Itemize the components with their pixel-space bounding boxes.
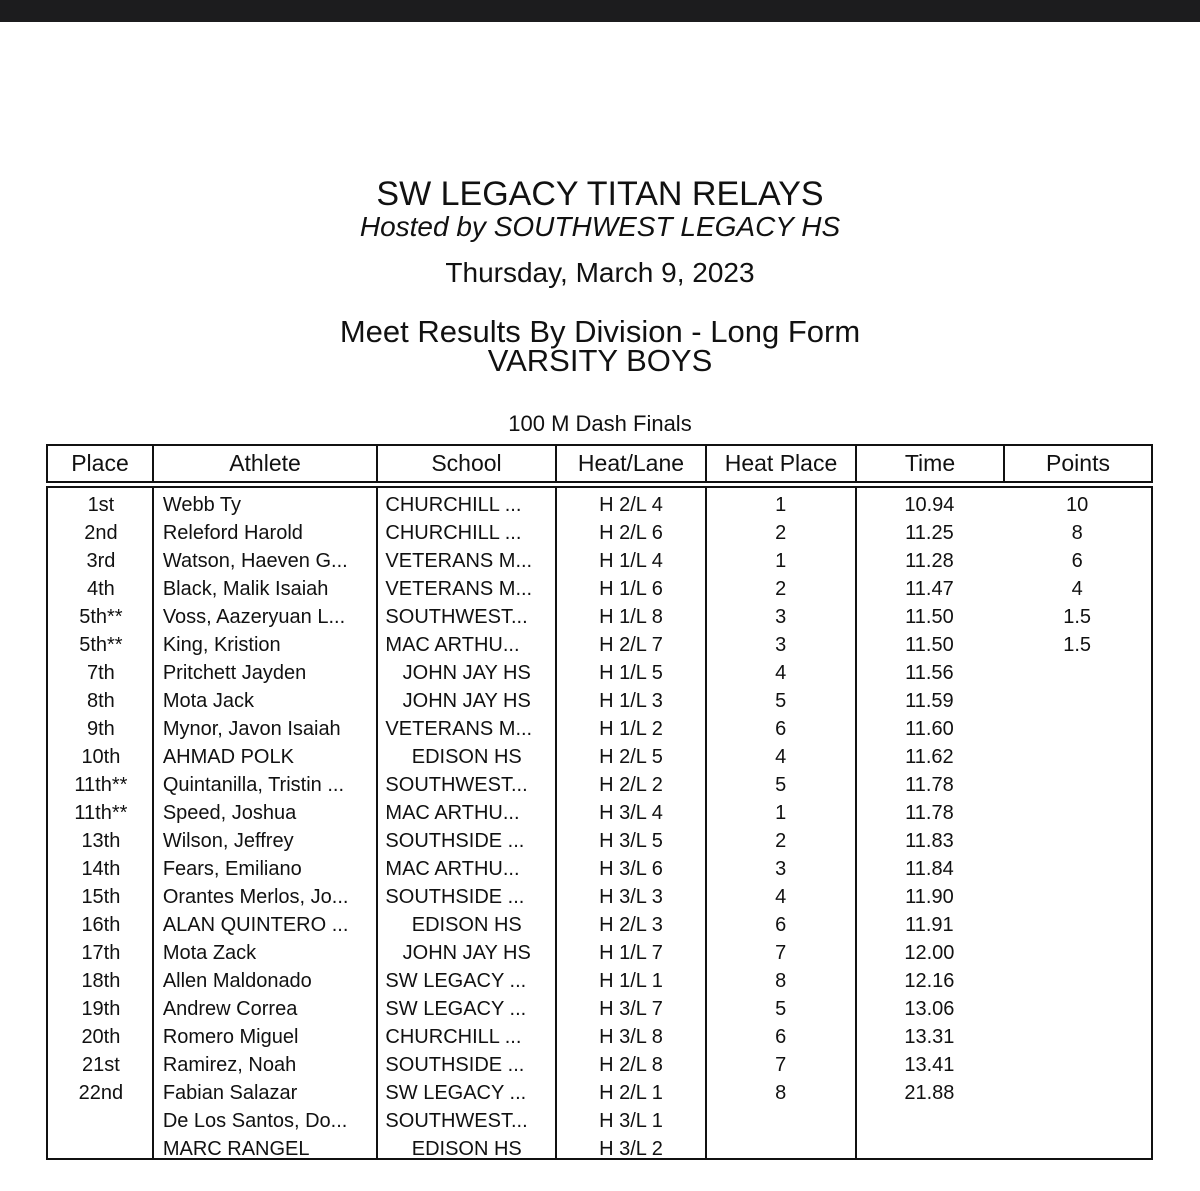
heat-lane-cell: H 3/L 4 <box>599 802 663 824</box>
table-row <box>48 771 1151 799</box>
table-row <box>48 1051 1151 1079</box>
event-title: 100 M Dash Finals <box>508 411 692 436</box>
heat-lane-cell: H 2/L 2 <box>599 774 663 796</box>
school-cell: VETERANS M... <box>385 718 533 740</box>
place-cell: 16th <box>81 914 121 936</box>
athlete-cell: Black, Malik Isaiah <box>162 578 329 600</box>
school-cell: EDISON HS <box>411 914 522 936</box>
heat-lane-cell: H 3/L 8 <box>599 1026 663 1048</box>
time-cell <box>856 1135 1004 1163</box>
athlete-cell: Pritchett Jayden <box>162 662 307 684</box>
time-cell: 11.59 <box>905 690 954 712</box>
points-cell <box>1003 659 1151 687</box>
host-line: Hosted by SOUTHWEST LEGACY HS <box>359 211 841 242</box>
heat-place-cell: 6 <box>775 718 787 740</box>
school-cell: SOUTHSIDE ... <box>385 1054 525 1076</box>
points-cell <box>1003 995 1151 1023</box>
points-cell <box>1003 939 1151 967</box>
heat-place-cell: 7 <box>775 942 787 964</box>
place-cell: 1st <box>87 494 115 516</box>
school-cell: SOUTHSIDE ... <box>385 830 525 852</box>
points-cell <box>1003 715 1151 743</box>
points-cell <box>1003 967 1151 995</box>
time-cell: 11.28 <box>905 550 954 572</box>
athlete-cell: De Los Santos, Do... <box>162 1110 348 1132</box>
points-cell: 6 <box>1071 550 1083 572</box>
heat-place-cell: 1 <box>775 550 787 572</box>
time-cell: 21.88 <box>904 1082 955 1104</box>
time-cell: 11.78 <box>905 802 954 824</box>
points-cell: 10 <box>1066 494 1089 516</box>
athlete-cell: Ramirez, Noah <box>162 1054 297 1076</box>
heat-place-cell: 3 <box>775 606 787 628</box>
time-cell: 11.91 <box>905 914 954 936</box>
table-row <box>48 995 1151 1023</box>
place-cell <box>48 1135 154 1163</box>
heat-lane-cell: H 2/L 6 <box>599 522 663 544</box>
table-row <box>48 547 1151 575</box>
school-cell: CHURCHILL ... <box>385 522 522 544</box>
table-row <box>48 743 1151 771</box>
points-cell <box>1003 827 1151 855</box>
time-cell: 11.25 <box>905 522 954 544</box>
athlete-cell: Voss, Aazeryuan L... <box>162 606 346 628</box>
points-cell <box>1003 883 1151 911</box>
table-row <box>48 967 1151 995</box>
heat-lane-cell: H 3/L 5 <box>599 830 663 852</box>
table-row <box>48 631 1151 659</box>
place-cell: 10th <box>81 746 121 768</box>
heat-lane-cell: H 2/L 3 <box>599 914 663 936</box>
school-cell: SOUTHWEST... <box>385 1110 528 1132</box>
athlete-cell: Watson, Haeven G... <box>162 550 348 572</box>
heat-place-cell: 4 <box>775 746 787 768</box>
athlete-cell: Mynor, Javon Isaiah <box>162 718 341 740</box>
time-cell: 11.56 <box>905 662 954 684</box>
athlete-cell: Orantes Merlos, Jo... <box>162 886 349 908</box>
heat-lane-cell: H 2/L 7 <box>599 634 663 656</box>
column-header-athlete: Athlete <box>154 446 378 481</box>
place-cell: 9th <box>87 718 115 740</box>
points-cell <box>1003 1051 1151 1079</box>
heat-place-cell: 5 <box>775 690 787 712</box>
heat-place-cell: 6 <box>775 1026 787 1048</box>
points-cell <box>1003 771 1151 799</box>
school-cell: SOUTHWEST... <box>385 606 528 628</box>
school-cell: CHURCHILL ... <box>385 1026 522 1048</box>
heat-lane-cell: H 3/L 3 <box>599 886 663 908</box>
place-cell: 13th <box>81 830 121 852</box>
heat-place-cell: 7 <box>775 1054 787 1076</box>
place-cell: 21st <box>82 1054 120 1076</box>
time-cell: 10.94 <box>904 494 955 516</box>
school-cell: MAC ARTHU... <box>385 802 520 824</box>
heat-lane-cell: H 2/L 5 <box>599 746 663 768</box>
meet-date: Thursday, March 9, 2023 <box>445 257 755 288</box>
place-cell: 19th <box>81 998 121 1020</box>
table-row <box>48 1107 1151 1135</box>
time-cell: 11.83 <box>905 830 954 852</box>
athlete-cell: Andrew Correa <box>162 998 298 1020</box>
place-cell: 5th** <box>79 606 123 628</box>
points-cell: 4 <box>1071 578 1083 600</box>
points-cell <box>1003 1135 1151 1163</box>
time-cell: 11.62 <box>905 746 954 768</box>
athlete-cell: MARC RANGEL <box>162 1138 310 1160</box>
results-header-row <box>46 444 1153 483</box>
place-cell: 14th <box>81 858 121 880</box>
place-cell: 20th <box>81 1026 121 1048</box>
school-cell: SOUTHSIDE ... <box>385 886 525 908</box>
athlete-cell: Releford Harold <box>162 522 303 544</box>
time-cell: 11.60 <box>905 718 954 740</box>
table-row <box>48 491 1151 519</box>
school-cell: EDISON HS <box>411 746 522 768</box>
heat-lane-cell: H 2/L 4 <box>599 494 663 516</box>
athlete-cell: Quintanilla, Tristin ... <box>162 774 344 796</box>
heat-place-cell: 5 <box>775 998 787 1020</box>
athlete-cell: Webb Ty <box>162 494 242 516</box>
heat-lane-cell: H 2/L 8 <box>599 1054 663 1076</box>
athlete-cell: Speed, Joshua <box>162 802 297 824</box>
division-title: VARSITY BOYS <box>487 343 713 378</box>
athlete-cell: Fabian Salazar <box>162 1082 298 1104</box>
place-cell: 3rd <box>86 550 116 572</box>
heat-lane-cell: H 1/L 1 <box>599 970 663 992</box>
time-cell: 11.90 <box>905 886 954 908</box>
table-row <box>48 939 1151 967</box>
school-cell: JOHN JAY HS <box>402 942 531 964</box>
heat-place-cell: 3 <box>775 634 787 656</box>
place-cell <box>48 1107 154 1135</box>
place-cell: 17th <box>81 942 121 964</box>
athlete-cell: Mota Zack <box>162 942 257 964</box>
table-row <box>48 1135 1151 1163</box>
place-cell: 15th <box>81 886 121 908</box>
table-row <box>48 799 1151 827</box>
heat-lane-cell: H 3/L 6 <box>599 858 663 880</box>
heat-lane-cell: H 1/L 6 <box>599 578 663 600</box>
heat-place-cell <box>706 1135 856 1163</box>
heat-lane-cell: H 1/L 5 <box>599 662 663 684</box>
school-cell: VETERANS M... <box>385 550 533 572</box>
points-cell <box>1003 687 1151 715</box>
place-cell: 5th** <box>79 634 123 656</box>
heat-place-cell: 8 <box>775 1082 787 1104</box>
athlete-cell: Allen Maldonado <box>162 970 312 992</box>
points-cell <box>1003 1079 1151 1107</box>
results-rows <box>48 491 1151 1163</box>
place-cell: 8th <box>87 690 115 712</box>
heat-lane-cell: H 1/L 7 <box>599 942 663 964</box>
points-cell <box>1003 743 1151 771</box>
column-header-heat-place: Heat Place <box>707 446 857 481</box>
heat-place-cell: 6 <box>775 914 787 936</box>
results-table <box>46 486 1153 1160</box>
report-title: Meet Results By Division - Long Form <box>339 314 861 349</box>
heat-place-cell: 2 <box>775 522 787 544</box>
time-cell: 13.31 <box>904 1026 955 1048</box>
points-cell: 8 <box>1071 522 1083 544</box>
time-cell <box>856 1107 1004 1135</box>
time-cell: 11.78 <box>905 774 954 796</box>
table-row <box>48 1023 1151 1051</box>
time-cell: 11.84 <box>905 858 954 880</box>
school-cell: MAC ARTHU... <box>385 858 520 880</box>
place-cell: 11th** <box>74 774 128 796</box>
points-cell <box>1003 1023 1151 1051</box>
table-row <box>48 715 1151 743</box>
points-cell <box>1003 1107 1151 1135</box>
points-cell <box>1003 855 1151 883</box>
time-cell: 12.00 <box>904 942 955 964</box>
time-cell: 12.16 <box>904 970 955 992</box>
place-cell: 2nd <box>84 522 118 544</box>
athlete-cell: Fears, Emiliano <box>162 858 302 880</box>
table-row <box>48 855 1151 883</box>
heat-place-cell: 4 <box>775 662 787 684</box>
athlete-cell: ALAN QUINTERO ... <box>162 914 349 936</box>
meet-title: SW LEGACY TITAN RELAYS <box>376 175 824 213</box>
top-bar <box>0 0 1200 22</box>
school-cell: SW LEGACY ... <box>385 998 527 1020</box>
table-row <box>48 519 1151 547</box>
heat-lane-cell: H 1/L 4 <box>599 550 663 572</box>
heat-lane-cell: H 3/L 7 <box>599 998 663 1020</box>
school-cell: JOHN JAY HS <box>402 662 531 684</box>
place-cell: 11th** <box>74 802 128 824</box>
place-cell: 18th <box>81 970 121 992</box>
heat-lane-cell: H 3/L 1 <box>599 1110 663 1132</box>
school-cell: CHURCHILL ... <box>385 494 522 516</box>
column-header-time: Time <box>857 446 1005 481</box>
school-cell: VETERANS M... <box>385 578 533 600</box>
column-header-points: Points <box>1046 450 1110 476</box>
heat-place-cell: 2 <box>775 578 787 600</box>
points-cell: 1.5 <box>1063 634 1092 656</box>
athlete-cell: Wilson, Jeffrey <box>162 830 294 852</box>
heat-place-cell: 1 <box>775 494 787 516</box>
place-cell: 22nd <box>78 1082 124 1104</box>
heat-lane-cell: H 1/L 3 <box>599 690 663 712</box>
heat-place-cell: 4 <box>775 886 787 908</box>
heat-place-cell: 5 <box>775 774 787 796</box>
points-cell <box>1003 799 1151 827</box>
athlete-cell: Romero Miguel <box>162 1026 299 1048</box>
heat-lane-cell: H 1/L 8 <box>599 606 663 628</box>
heat-lane-cell: H 1/L 2 <box>599 718 663 740</box>
school-cell: SOUTHWEST... <box>385 774 528 796</box>
table-row <box>48 659 1151 687</box>
school-cell: SW LEGACY ... <box>385 970 527 992</box>
table-row <box>48 575 1151 603</box>
table-row <box>48 687 1151 715</box>
table-row <box>48 827 1151 855</box>
heat-place-cell: 1 <box>775 802 787 824</box>
column-header-school: School <box>378 446 557 481</box>
place-cell: 7th <box>87 662 115 684</box>
column-header-place: Place <box>48 446 154 481</box>
points-cell: 1.5 <box>1063 606 1092 628</box>
athlete-cell: Mota Jack <box>162 690 254 712</box>
heat-place-cell: 8 <box>775 970 787 992</box>
heat-lane-cell: H 3/L 2 <box>599 1138 663 1160</box>
table-row <box>48 603 1151 631</box>
athlete-cell: AHMAD POLK <box>162 746 294 768</box>
time-cell: 13.41 <box>904 1054 955 1076</box>
time-cell: 11.50 <box>905 634 954 656</box>
school-cell: SW LEGACY ... <box>385 1082 527 1104</box>
school-cell: EDISON HS <box>411 1138 522 1160</box>
heat-place-cell: 3 <box>775 858 787 880</box>
heat-lane-cell: H 2/L 1 <box>599 1082 663 1104</box>
athlete-cell: King, Kristion <box>162 634 281 656</box>
table-row <box>48 883 1151 911</box>
time-cell: 13.06 <box>904 998 955 1020</box>
table-row <box>48 1079 1151 1107</box>
school-cell: JOHN JAY HS <box>402 690 531 712</box>
points-cell <box>1003 911 1151 939</box>
column-header-heat-lane: Heat/Lane <box>557 446 707 481</box>
table-row <box>48 911 1151 939</box>
school-cell: MAC ARTHU... <box>385 634 520 656</box>
time-cell: 11.50 <box>905 606 954 628</box>
place-cell: 4th <box>87 578 115 600</box>
heat-place-cell <box>706 1107 856 1135</box>
time-cell: 11.47 <box>905 578 954 600</box>
heat-place-cell: 2 <box>775 830 787 852</box>
